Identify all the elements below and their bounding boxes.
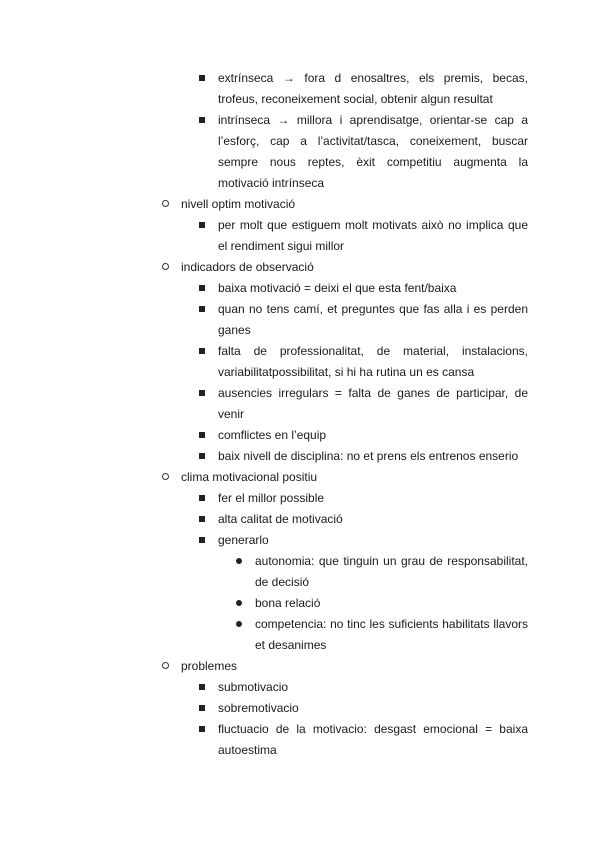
list-item-text: problemes <box>181 659 238 673</box>
list-item-text: comflictes en l’equip <box>218 428 327 442</box>
list-item-text: falta de professionalitat, de material, instalacions, variabilitatpossibilitat, si hi ha rutina un es cansa <box>218 344 528 379</box>
square-bullet-icon <box>199 509 205 530</box>
disc-bullet-icon <box>236 593 242 614</box>
square-bullet-icon <box>199 278 205 299</box>
list-item-text: baix nivell de disciplina: no et prens els entrenos enserio <box>218 449 519 463</box>
list-item <box>0 488 528 509</box>
circle-bullet-icon <box>162 194 169 215</box>
square-bullet-icon <box>199 341 205 362</box>
square-bullet-icon <box>199 530 205 551</box>
list-item <box>0 425 528 446</box>
list-item <box>0 110 528 194</box>
square-bullet-icon <box>199 299 205 320</box>
square-bullet-icon <box>199 488 205 509</box>
list-item <box>0 530 528 551</box>
square-bullet-icon <box>199 719 205 740</box>
square-bullet-icon <box>199 110 205 131</box>
list-item-text: quan no tens camí, et preguntes que fas alla i es perden ganes <box>218 302 528 337</box>
list-item <box>0 278 528 299</box>
disc-bullet-icon <box>236 614 242 635</box>
list-item <box>0 341 528 383</box>
list-item <box>0 656 527 677</box>
list-item-text: fer el millor possible <box>218 491 325 505</box>
square-bullet-icon <box>199 446 205 467</box>
list-item-text: per molt que estiguem molt motivats això no implica que el rendiment sigui millor <box>218 218 528 253</box>
list-item <box>0 257 527 278</box>
list-item <box>0 194 527 215</box>
list-item-text: generarlo <box>218 533 269 547</box>
list-item-text: ausencies irregulars = falta de ganes de participar, de venir <box>218 386 528 421</box>
list-item <box>0 593 528 614</box>
list-item <box>0 467 527 488</box>
list-item-text: indicadors de observació <box>181 260 314 274</box>
list-item-text: nivell optim motivació <box>181 197 296 211</box>
list-item-text: fluctuacio de la motivacio: desgast emocional = baixa autoestima <box>218 722 528 757</box>
circle-bullet-icon <box>162 257 169 278</box>
square-bullet-icon <box>199 698 205 719</box>
list-item <box>0 677 528 698</box>
square-bullet-icon <box>199 425 205 446</box>
list-item <box>0 551 528 593</box>
list-item <box>0 68 528 110</box>
square-bullet-icon <box>199 677 205 698</box>
list-item <box>0 446 528 467</box>
list-item <box>0 614 528 656</box>
list-item-text: competencia: no tinc les suficients habilitats llavors et desanimes <box>255 617 528 652</box>
list-item-text: bona relació <box>255 596 321 610</box>
list-item-text: submotivacio <box>218 680 289 694</box>
document-page <box>0 68 600 761</box>
disc-bullet-icon <box>236 551 242 572</box>
list-item <box>0 698 528 719</box>
list-item-text: alta calitat de motivació <box>218 512 343 526</box>
square-bullet-icon <box>199 215 205 236</box>
list-item <box>0 299 528 341</box>
square-bullet-icon <box>199 68 205 89</box>
list-item-text: extrínseca → fora d enosaltres, els premis, becas, trofeus, reconeixement social, obtenir algun resultat <box>218 71 528 106</box>
list-item-text: autonomia: que tinguin un grau de responsabilitat, de decisió <box>255 554 528 589</box>
square-bullet-icon <box>199 383 205 404</box>
list-item-text: intrínseca → millora i aprendisatge, orientar-se cap a l’esforç, cap a l’activitat/tasca, coneixement, buscar sempre nous reptes, èxit competitiu augmenta la motivació intrínseca <box>218 113 528 190</box>
list-item-text: baixa motivació = deixi el que esta fent/baixa <box>218 281 457 295</box>
list-item <box>0 719 528 761</box>
list-item-text: sobremotivacio <box>218 701 299 715</box>
circle-bullet-icon <box>162 467 169 488</box>
circle-bullet-icon <box>162 656 169 677</box>
list-item <box>0 383 528 425</box>
list-item-text: clima motivacional positiu <box>181 470 318 484</box>
list-item <box>0 215 528 257</box>
list-item <box>0 509 528 530</box>
